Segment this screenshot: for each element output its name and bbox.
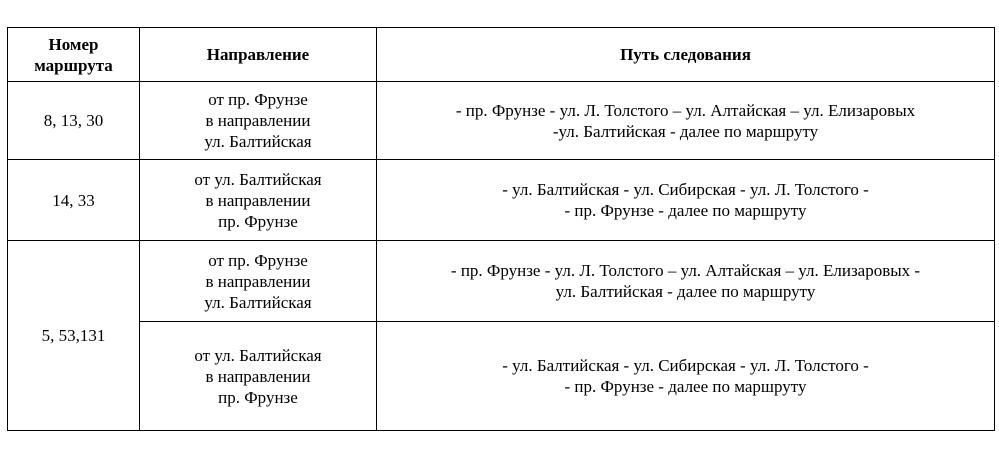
header-route-number xyxy=(8,28,140,82)
path-line: - пр. Фрунзе - далее по маршруту xyxy=(564,377,807,396)
path-line: - ул. Балтийская - ул. Сибирская - ул. Л. Толстого - xyxy=(502,180,869,199)
direction-line: от пр. Фрунзе xyxy=(208,250,308,270)
header-route-number-line2: маршрута xyxy=(34,55,113,75)
path-cell xyxy=(377,160,995,241)
direction-line: от пр. Фрунзе xyxy=(208,90,308,109)
direction-cell xyxy=(140,82,377,160)
header-path: Путь следования xyxy=(377,28,995,82)
path-line: -ул. Балтийская - далее по маршруту xyxy=(552,121,819,141)
path-line: - пр. Фрунзе - далее по маршруту xyxy=(564,201,807,220)
path-line: - ул. Балтийская - ул. Сибирская - ул. Л. Толстого - xyxy=(502,356,869,375)
table-row xyxy=(8,241,995,322)
direction-cell xyxy=(140,322,377,431)
direction-line: ул. Балтийская xyxy=(204,292,312,312)
header-row xyxy=(8,28,995,82)
path-line: ул. Балтийская - далее по маршруту xyxy=(555,282,816,301)
route-numbers-cell: 5, 53,131 xyxy=(8,241,140,431)
table-row xyxy=(8,322,995,431)
routes-table xyxy=(7,27,995,431)
direction-line: ул. Балтийская xyxy=(204,132,312,151)
route-numbers-cell: 8, 13, 30 xyxy=(8,82,140,160)
route-numbers-cell: 14, 33 xyxy=(8,160,140,241)
table-row xyxy=(8,160,995,241)
header-direction: Направление xyxy=(140,28,377,82)
direction-line: в направлении xyxy=(205,366,311,386)
direction-line: пр. Фрунзе xyxy=(218,387,298,407)
direction-line: от ул. Балтийская xyxy=(194,169,322,189)
direction-line: пр. Фрунзе xyxy=(218,211,298,231)
direction-cell xyxy=(140,160,377,241)
header-route-number-line1: Номер xyxy=(48,34,99,54)
path-line: - пр. Фрунзе - ул. Л. Толстого – ул. Алтайская – ул. Елизаровых xyxy=(455,100,916,120)
path-cell xyxy=(377,322,995,431)
direction-line: в направлении xyxy=(205,190,311,210)
direction-line: в направлении xyxy=(205,111,311,130)
direction-cell xyxy=(140,241,377,322)
path-line: - пр. Фрунзе - ул. Л. Толстого – ул. Алтайская – ул. Елизаровых - xyxy=(450,261,921,280)
path-cell xyxy=(377,82,995,160)
path-cell xyxy=(377,241,995,322)
table-row xyxy=(8,82,995,160)
direction-line: в направлении xyxy=(205,271,311,291)
direction-line: от ул. Балтийская xyxy=(194,345,322,365)
